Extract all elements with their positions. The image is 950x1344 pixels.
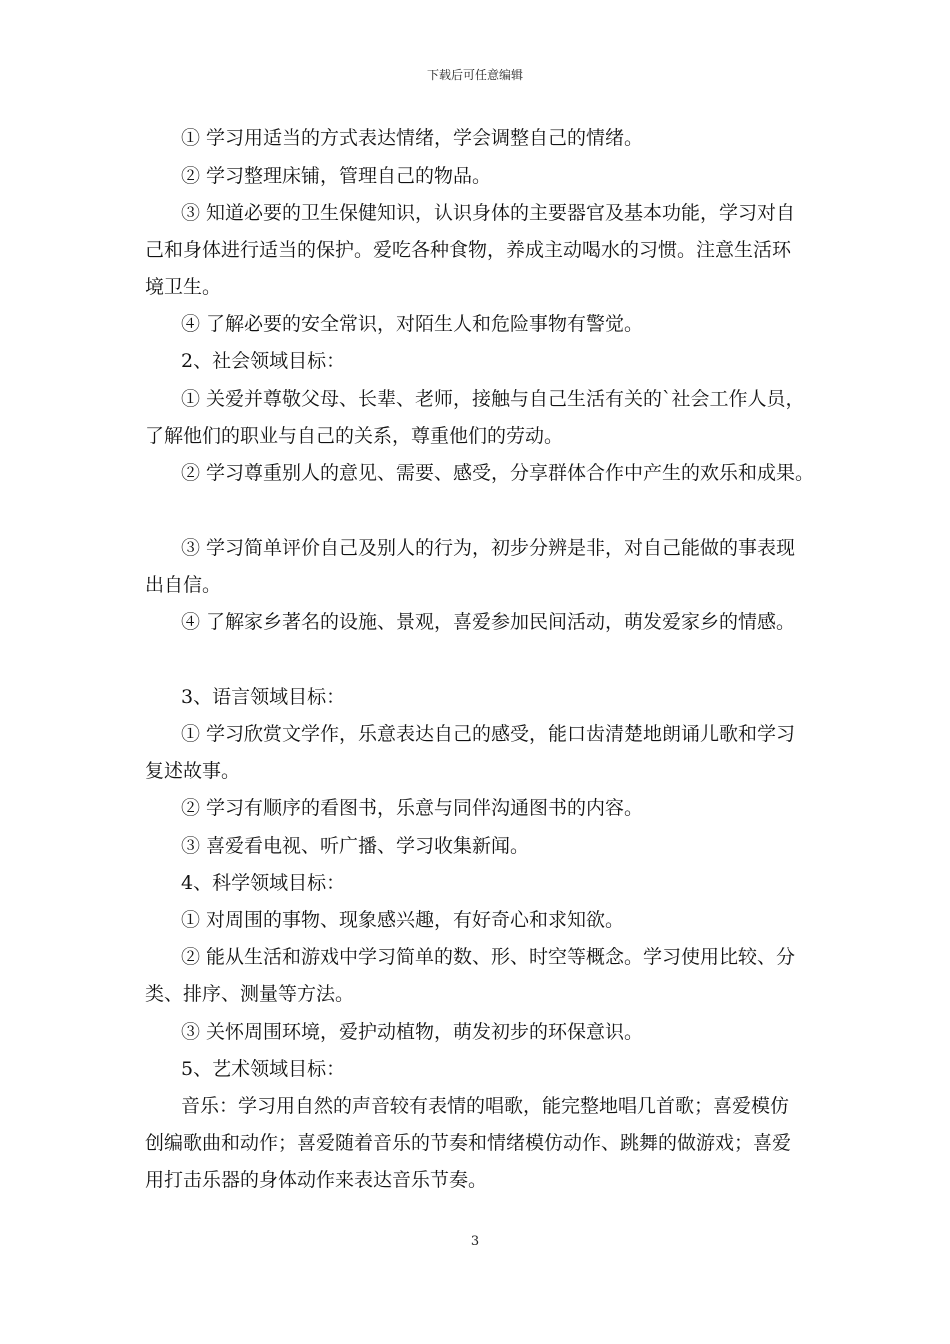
section-heading: 3、语言领域目标： <box>181 686 346 708</box>
text-line: 类、排序、测量等方法。 <box>145 983 355 1005</box>
section-heading: 4、科学领域目标： <box>181 872 346 894</box>
text-line: ④ 了解家乡著名的设施、景观，喜爱参加民间活动，萌发爱家乡的情感。 <box>181 611 796 633</box>
text-line: 复述故事。 <box>145 760 241 782</box>
text-line: 己和身体进行适当的保护。爱吃各种食物，养成主动喝水的习惯。注意生活环 <box>145 239 792 261</box>
text-line: ④ 了解必要的安全常识，对陌生人和危险事物有警觉。 <box>181 313 644 335</box>
page-header: 下载后可任意编辑 <box>426 68 523 82</box>
text-line: 用打击乐器的身体动作来表达音乐节奏。 <box>145 1169 488 1191</box>
text-line: ① 关爱并尊敬父母、长辈、老师，接触与自己生活有关的`社会工作人员， <box>181 388 805 410</box>
page-number: 3 <box>470 1234 480 1249</box>
text-line: 境卫生。 <box>145 276 222 298</box>
text-line: ① 学习欣赏文学作，乐意表达自己的感受，能口齿清楚地朗诵儿歌和学习 <box>181 723 796 745</box>
text-line: ③ 喜爱看电视、听广播、学习收集新闻。 <box>181 835 530 857</box>
text-line: 了解他们的职业与自己的关系，尊重他们的劳动。 <box>145 425 564 447</box>
section-heading: 5、艺术领域目标： <box>181 1058 346 1080</box>
text-line: ① 学习用适当的方式表达情绪，学会调整自己的情绪。 <box>181 127 644 149</box>
section-heading: 2、社会领域目标： <box>181 350 346 372</box>
text-line: 音乐：学习用自然的声音较有表情的唱歌，能完整地唱几首歌；喜爱模仿 <box>181 1095 790 1117</box>
text-line: 创编歌曲和动作；喜爱随着音乐的节奏和情绪模仿动作、跳舞的做游戏；喜爱 <box>145 1132 792 1154</box>
text-line: ② 学习有顺序的看图书，乐意与同伴沟通图书的内容。 <box>181 797 644 819</box>
text-line: ② 学习整理床铺，管理自己的物品。 <box>181 165 492 187</box>
text-line: ① 对周围的事物、现象感兴趣，有好奇心和求知欲。 <box>181 909 625 931</box>
text-line: 出自信。 <box>145 574 222 596</box>
text-line: ③ 知道必要的卫生保健知识，认识身体的主要器官及基本功能，学习对自 <box>181 202 796 224</box>
text-line: ② 学习尊重别人的意见、需要、感受，分享群体合作中产生的欢乐和成果。 <box>181 462 815 484</box>
text-line: ③ 学习简单评价自己及别人的行为，初步分辨是非，对自己能做的事表现 <box>181 537 796 559</box>
text-line: ③ 关怀周围环境，爱护动植物，萌发初步的环保意识。 <box>181 1021 644 1043</box>
text-line: ② 能从生活和游戏中学习简单的数、形、时空等概念。学习使用比较、分 <box>181 946 796 968</box>
